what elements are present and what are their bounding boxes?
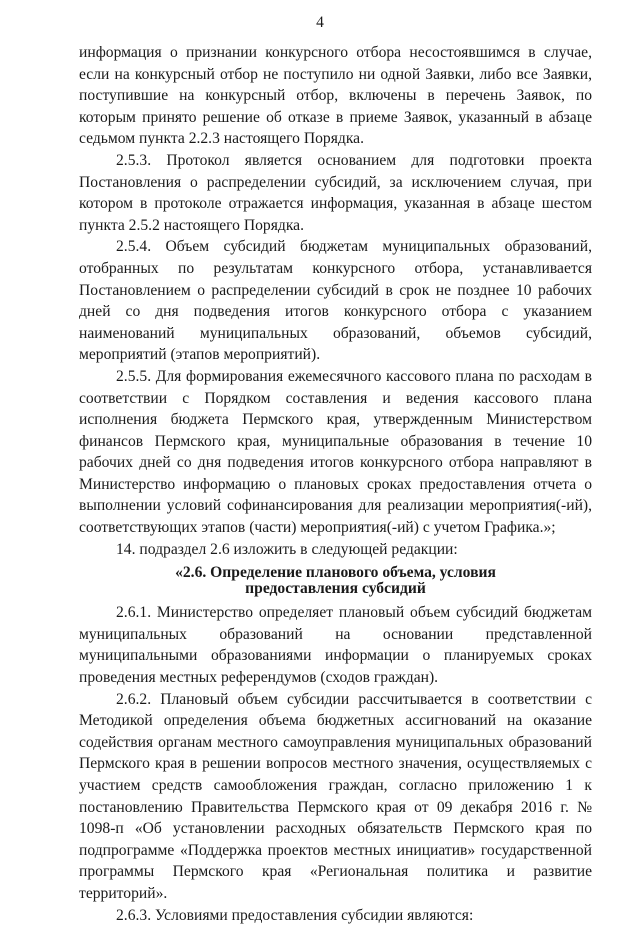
- page-number: 4: [316, 14, 324, 31]
- section-heading-line-2: предоставления субсидий: [245, 580, 426, 598]
- paragraph-2-6-1: 2.6.1. Министерство определяет плановый объем субсидий бюджетам муниципальных образований на основании представленной муниципальными образованиями информации о планируемых сроках проведения местных референдумов (сходов граждан).: [79, 604, 592, 687]
- paragraph-2-5-3: 2.5.3. Протокол является основанием для подготовки проекта Постановления о распределении субсидий, за исключением случая, при котором в протоколе отражается информация, указанная в абзаце шестом пункта 2.5.2 настоящего Порядка.: [79, 151, 592, 234]
- document-body: [79, 42, 592, 926]
- section-heading-2-6: [79, 565, 592, 597]
- paragraph-continuation: информация о признании конкурсного отбора несостоявшимся в случае, если на конкурсный отбор не поступило ни одной Заявки, либо все Заявки, поступившие на конкурсный отбор, включены в перечень Заявок, по которым принято решение об отказе в приеме Заявок, указанный в абзаце седьмом пункта 2.2.3 настоящего Порядка.: [79, 44, 592, 148]
- paragraph-2-6-2: 2.6.2. Плановый объем субсидии рассчитывается в соответствии с Методикой определения объема бюджетных ассигнований на оказание содействия органам местного самоуправления муниципальных образований Пермского края в решении вопросов местного значения, осуществляемых с участием средств самообложения граждан, согласно приложению 1 к постановлению Правительства Пермского края от 09 декабря 2016 г. № 1098-п «Об установлении расходных обязательств Пермского края по подпрограмме «Поддержка проектов местных инициатив» государственной программы Пермского края «Региональная политика и развитие территорий».: [79, 690, 592, 902]
- section-heading-line-1: «2.6. Определение планового объема, условия: [175, 564, 496, 582]
- paragraph-2-5-5: 2.5.5. Для формирования ежемесячного кассового плана по расходам в соответствии с Порядком составления и ведения кассового плана исполнения бюджета Пермского края, утвержденным Министерством финансов Пермского края, муниципальные образования в течение 10 рабочих дней со дня подведения итогов конкурсного отбора направляют в Министерство информацию о плановых сроках предоставления отчета о выполнении условий софинансирования для реализации мероприятия(-ий), соответствующих этапов (части) мероприятия(-ий) с учетом Графика.»;: [79, 367, 592, 537]
- paragraph-item-14: 14. подраздел 2.6 изложить в следующей редакции:: [116, 540, 458, 558]
- paragraph-2-6-3: 2.6.3. Условиями предоставления субсидии являются:: [116, 906, 474, 924]
- paragraph-2-5-4: 2.5.4. Объем субсидий бюджетам муниципальных образований, отобранных по результатам конкурсного отбора, устанавливается Постановлением о распределении субсидий в срок не позднее 10 рабочих дней со дня подведения итогов конкурсного отбора с указанием наименований муниципальных образований, объемов субсидий, мероприятий (этапов мероприятий).: [79, 238, 592, 364]
